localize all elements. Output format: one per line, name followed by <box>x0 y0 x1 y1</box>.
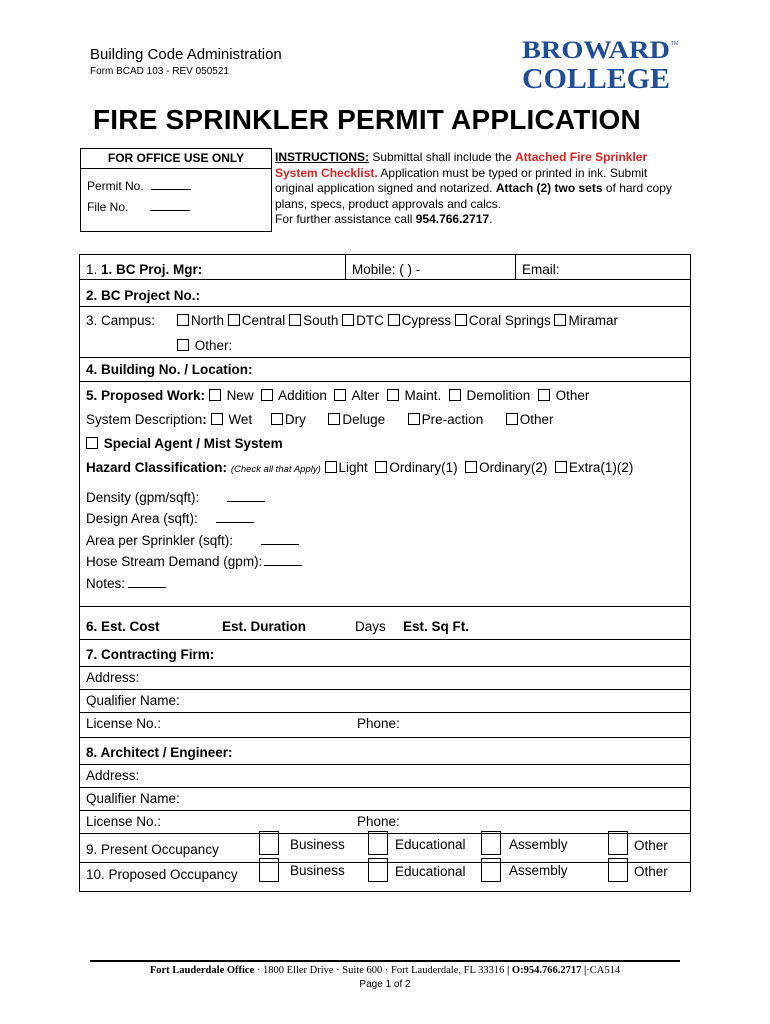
system-other-checkbox[interactable]: Other <box>506 412 554 427</box>
present-assembly-checkbox[interactable] <box>481 831 501 855</box>
row-divider <box>79 606 691 607</box>
permit-number-field[interactable] <box>87 177 191 193</box>
present-assembly-label: Assembly <box>509 837 568 852</box>
present-occupancy-label: 9. Present Occupancy <box>86 842 219 857</box>
row-divider <box>79 306 691 307</box>
hazard-extra-checkbox[interactable]: Extra(1)(2) <box>555 460 634 475</box>
contractor-qualifier-field[interactable]: Qualifier Name: <box>86 693 180 708</box>
density-field[interactable] <box>86 489 265 505</box>
campus-dtc-checkbox[interactable]: DTC <box>342 313 384 328</box>
est-cost-field[interactable]: 6. Est. Cost <box>86 619 160 634</box>
permit-number-blank[interactable] <box>151 177 191 190</box>
instructions-text <box>275 150 675 228</box>
row-divider <box>79 737 691 738</box>
density-label: Density (gpm/sqft): <box>86 490 200 505</box>
row-divider <box>79 764 691 765</box>
proposed-educational-checkbox[interactable] <box>368 858 388 882</box>
proposed-business-checkbox[interactable] <box>259 858 279 882</box>
footer-street: · 1800 Eller Drive · Suite 600 · Fort Lauderdale, FL 33316 <box>254 965 507 976</box>
bc-proj-mgr-field[interactable]: 1. 1. BC Proj. Mgr: <box>86 262 203 277</box>
work-new-checkbox[interactable]: New <box>209 388 254 403</box>
broward-college-logo <box>520 36 680 92</box>
hose-stream-label: Hose Stream Demand (gpm): <box>86 554 263 569</box>
footer-code: ·CA514 <box>586 965 621 976</box>
file-number-blank[interactable] <box>150 198 190 211</box>
assistance-phone: 954.766.2717 <box>415 212 490 226</box>
contractor-phone-field[interactable]: Phone: <box>357 716 400 731</box>
campus-miramar-checkbox[interactable]: Miramar <box>554 313 618 328</box>
file-number-label: File No. <box>87 200 129 214</box>
page-title: FIRE SPRINKLER PERMIT APPLICATION <box>93 104 641 135</box>
hazard-note: (Check all that Apply) <box>230 464 321 475</box>
system-wet-checkbox[interactable]: Wet <box>211 412 253 427</box>
campus-coral-springs-checkbox[interactable]: Coral Springs <box>455 313 551 328</box>
present-educational-label: Educational <box>395 837 466 852</box>
present-business-checkbox[interactable] <box>259 831 279 855</box>
row-divider <box>79 639 691 640</box>
proposed-assembly-label: Assembly <box>509 863 568 878</box>
logo-line-2: COLLEGE <box>522 64 670 92</box>
work-addition-checkbox[interactable]: Addition <box>261 388 327 403</box>
contractor-license-field[interactable]: License No.: <box>86 716 162 731</box>
instructions-part-2: Application must be typed or printed in ink. Submit original application signed and notarized. <box>275 165 648 195</box>
present-other-checkbox[interactable] <box>608 831 628 855</box>
contracting-firm-field[interactable]: 7. Contracting Firm: <box>86 647 215 662</box>
checklist-reference: Attached Fire Sprinkler System Checklist. <box>275 150 648 180</box>
notes-field[interactable] <box>86 575 166 591</box>
architect-license-field[interactable]: License No.: <box>86 814 162 829</box>
instructions-label: INSTRUCTIONS: <box>275 150 369 164</box>
footer-address <box>90 965 680 976</box>
footer-rule <box>90 960 680 962</box>
column-divider <box>515 254 516 279</box>
row-divider <box>79 712 691 713</box>
file-number-field[interactable] <box>87 198 190 214</box>
hazard-classification-label: Hazard Classification: <box>86 460 228 475</box>
permit-number-label: Permit No. <box>87 179 144 193</box>
present-business-label: Business <box>290 837 345 852</box>
instructions-part-1: Submittal shall include the <box>369 150 516 164</box>
hazard-light-checkbox[interactable]: Light <box>325 460 368 475</box>
bc-project-number-field[interactable]: 2. BC Project No.: <box>86 288 201 303</box>
architect-qualifier-field[interactable]: Qualifier Name: <box>86 791 180 806</box>
work-alter-checkbox[interactable]: Alter <box>334 388 379 403</box>
notes-label: Notes: <box>86 576 126 591</box>
form-number: Form BCAD 103 - REV 050521 <box>90 66 229 77</box>
logo-trademark: TM <box>671 41 679 47</box>
system-description-label: System Description <box>86 412 203 427</box>
campus-south-checkbox[interactable]: South <box>289 313 338 328</box>
hose-stream-field[interactable] <box>86 553 302 569</box>
campus-north-checkbox[interactable]: North <box>177 313 224 328</box>
proposed-assembly-checkbox[interactable] <box>481 858 501 882</box>
proposed-occupancy-label: 10. Proposed Occupancy <box>86 867 238 882</box>
work-demolition-checkbox[interactable]: Demolition <box>449 388 531 403</box>
est-duration-field[interactable]: Est. Duration <box>222 619 307 634</box>
campus-options <box>177 313 618 328</box>
system-preaction-checkbox[interactable]: Pre-action <box>408 412 484 427</box>
instructions-part-5: . <box>489 212 493 226</box>
department-name: Building Code Administration <box>90 46 282 63</box>
footer-office-name: Fort Lauderdale Office <box>149 965 255 976</box>
page-number: Page 1 of 2 <box>359 979 411 990</box>
present-other-label: Other <box>634 838 668 853</box>
office-use-box <box>80 148 272 232</box>
work-maint-checkbox[interactable]: Maint. <box>387 388 442 403</box>
est-sqft-field[interactable]: Est. Sq Ft. <box>403 619 470 634</box>
design-area-label: Design Area (sqft): <box>86 511 198 526</box>
instructions-part-4: For further assistance call <box>275 212 416 226</box>
system-description-row: System Description: Wet Dry Deluge Pre-action Other <box>86 412 554 427</box>
proposed-work-label: 5. Proposed Work: <box>86 388 206 403</box>
email-field[interactable]: Email: <box>522 262 560 277</box>
area-per-sprinkler-label: Area per Sprinkler (sqft): <box>86 533 234 548</box>
architect-address-field[interactable]: Address: <box>86 768 140 783</box>
work-other-checkbox[interactable]: Other <box>538 388 590 403</box>
bc-proj-mgr-label: 1. BC Proj. Mgr: <box>101 262 203 277</box>
present-educational-checkbox[interactable] <box>368 831 388 855</box>
logo-line-1: BROWARD <box>522 37 670 64</box>
architect-phone-field[interactable]: Phone: <box>357 814 400 829</box>
proposed-work-row <box>86 388 589 403</box>
special-agent-label: Special Agent / Mist System <box>103 436 283 451</box>
campus-central-checkbox[interactable]: Central <box>228 313 286 328</box>
row-divider <box>79 787 691 788</box>
row-divider <box>79 689 691 690</box>
building-location-field[interactable]: 4. Building No. / Location: <box>86 362 253 377</box>
design-area-field[interactable] <box>86 510 254 526</box>
campus-cypress-checkbox[interactable]: Cypress <box>388 313 452 328</box>
hazard-ordinary1-checkbox[interactable]: Ordinary(1) <box>375 460 457 475</box>
system-deluge-checkbox[interactable]: Deluge <box>328 412 385 427</box>
system-dry-checkbox[interactable]: Dry <box>271 412 306 427</box>
days-label: Days <box>355 619 386 634</box>
row-divider <box>79 810 691 811</box>
row-divider <box>79 279 691 280</box>
special-agent-checkbox[interactable] <box>86 436 283 451</box>
campus-other-label: Other: <box>194 338 233 353</box>
attach-sets: Attach (2) two sets <box>495 181 603 195</box>
proposed-business-label: Business <box>290 863 345 878</box>
contractor-address-field[interactable]: Address: <box>86 670 140 685</box>
hazard-classification-row <box>86 460 633 475</box>
office-use-heading: FOR OFFICE USE ONLY <box>81 149 271 169</box>
mobile-field[interactable]: Mobile: ( ) - <box>352 262 421 277</box>
proposed-other-checkbox[interactable] <box>608 858 628 882</box>
row-divider <box>79 666 691 667</box>
row-divider <box>79 381 691 382</box>
proposed-other-label: Other <box>634 864 668 879</box>
area-per-sprinkler-field[interactable] <box>86 532 299 548</box>
footer-phone: | O:954.766.2717 | <box>506 965 587 976</box>
proposed-educational-label: Educational <box>395 864 466 879</box>
row-divider <box>79 357 691 358</box>
architect-engineer-field[interactable]: 8. Architect / Engineer: <box>86 745 233 760</box>
campus-label: 3. Campus: <box>86 313 156 328</box>
campus-other-checkbox[interactable] <box>177 338 232 353</box>
column-divider <box>345 254 346 279</box>
hazard-ordinary2-checkbox[interactable]: Ordinary(2) <box>465 460 547 475</box>
instructions-part-3: of hard copy plans, specs, product approvals and calcs. <box>275 181 672 211</box>
